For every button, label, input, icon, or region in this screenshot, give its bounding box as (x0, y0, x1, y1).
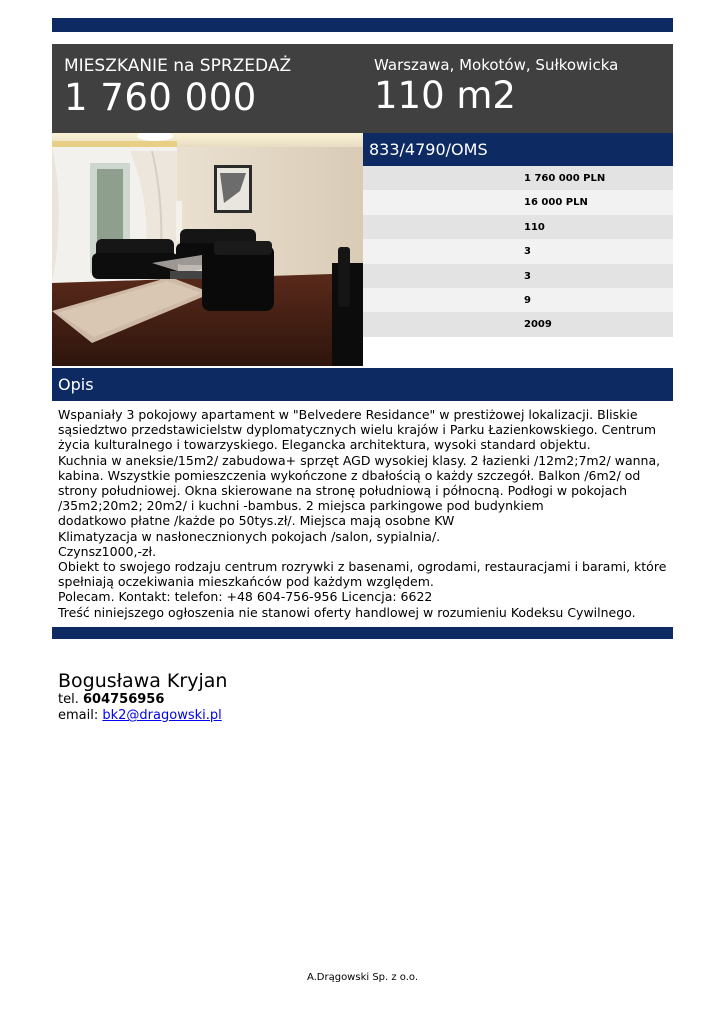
detail-value: 2009 (524, 319, 552, 331)
agent-email-line (58, 708, 227, 724)
detail-row (363, 166, 673, 190)
description-paragraph: Kuchnia w aneksie/15m2/ zabudowa+ sprzęt AGD wysokiej klasy. 2 łazienki /12m2;7m2/ wanna, kabina. Wszystkie pomieszczenia wykończone z dbałością o każdy szczegół. Balkon /6m2/ od strony południowej. Okna skierowane na stronę południową i północną. Podłogi w pokojach /35m2;20m2; 20m2/ i kuchni -bambus. 2 miejsca parkingowe pod budynkiem (58, 452, 661, 514)
detail-row (363, 190, 673, 214)
detail-value: 1 760 000 PLN (524, 173, 606, 184)
agent-contact (58, 670, 227, 724)
detail-row (363, 288, 673, 312)
reference-bar (363, 133, 673, 166)
description-paragraph: Czynsz1000,-zł. (58, 543, 157, 559)
details-table (363, 166, 673, 337)
description-paragraph: Klimatyzacja w nasłonecznionych pokojach /salon, sypialnia/. (58, 528, 441, 544)
header-left (64, 56, 291, 119)
property-photo (52, 133, 363, 366)
footer-company: A.Drągowski Sp. z o.o. (306, 972, 419, 983)
agent-name: Bogusława Kryjan (58, 670, 228, 692)
agent-phone: 604756956 (82, 692, 165, 707)
description-paragraph: Wspaniały 3 pokojowy apartament w "Belvedere Residance" w prestiżowej lokalizacji. Bliskie sąsiedztwo przedstawicielstw dyplomatycznych wielu krajów i Parku Łazienkowskiego. Centrum życia kulturalnego i towarzyskiego. Elegancka architektura, wysoki standard objektu. (58, 407, 657, 453)
email-label: email: (58, 708, 99, 723)
detail-value: 110 (524, 221, 545, 233)
description-heading: Opis (58, 375, 94, 394)
offer-location: Warszawa, Mokotów, Sułkowicka (374, 56, 619, 74)
detail-row (363, 264, 673, 288)
offer-price: 1 760 000 (64, 76, 257, 119)
description-paragraph: Obiekt to swojego rodzaju centrum rozrywki z basenami, ogrodami, restauracjami i barami, które spełniają oczekiwania mieszkańców pod każdym względem. (58, 559, 667, 590)
agent-email-link[interactable]: bk2@dragowski.pl (102, 708, 222, 723)
offer-area: 110 m2 (374, 74, 516, 117)
detail-row (363, 239, 673, 263)
detail-value: 3 (524, 246, 531, 258)
phone-label: tel. (58, 692, 79, 707)
offer-type: MIESZKANIE na SPRZEDAŻ (64, 56, 292, 76)
detail-value: 9 (524, 294, 531, 306)
top-accent-bar (52, 18, 673, 32)
description-text (58, 407, 670, 620)
detail-row (363, 215, 673, 239)
detail-value: 3 (524, 270, 531, 282)
detail-row (363, 312, 673, 336)
description-heading-bar (52, 368, 673, 401)
listing-header (52, 44, 673, 133)
description-paragraph: Polecam. Kontakt: telefon: +48 604-756-956 Licencja: 6622 (58, 589, 433, 605)
header-right (374, 56, 618, 117)
description-paragraph: dodatkowo płatne /każde po 50tys.zł/. Miejsca mają osobne KW (58, 513, 455, 529)
detail-value: 16 000 PLN (524, 197, 588, 209)
agent-phone-line (58, 692, 227, 708)
description-paragraph: Treść niniejszego ogłoszenia nie stanowi oferty handlowej w rozumieniu Kodeksu Cywilnego. (58, 604, 636, 620)
reference-number: 833/4790/OMS (369, 140, 488, 159)
bottom-accent-bar (52, 627, 673, 639)
